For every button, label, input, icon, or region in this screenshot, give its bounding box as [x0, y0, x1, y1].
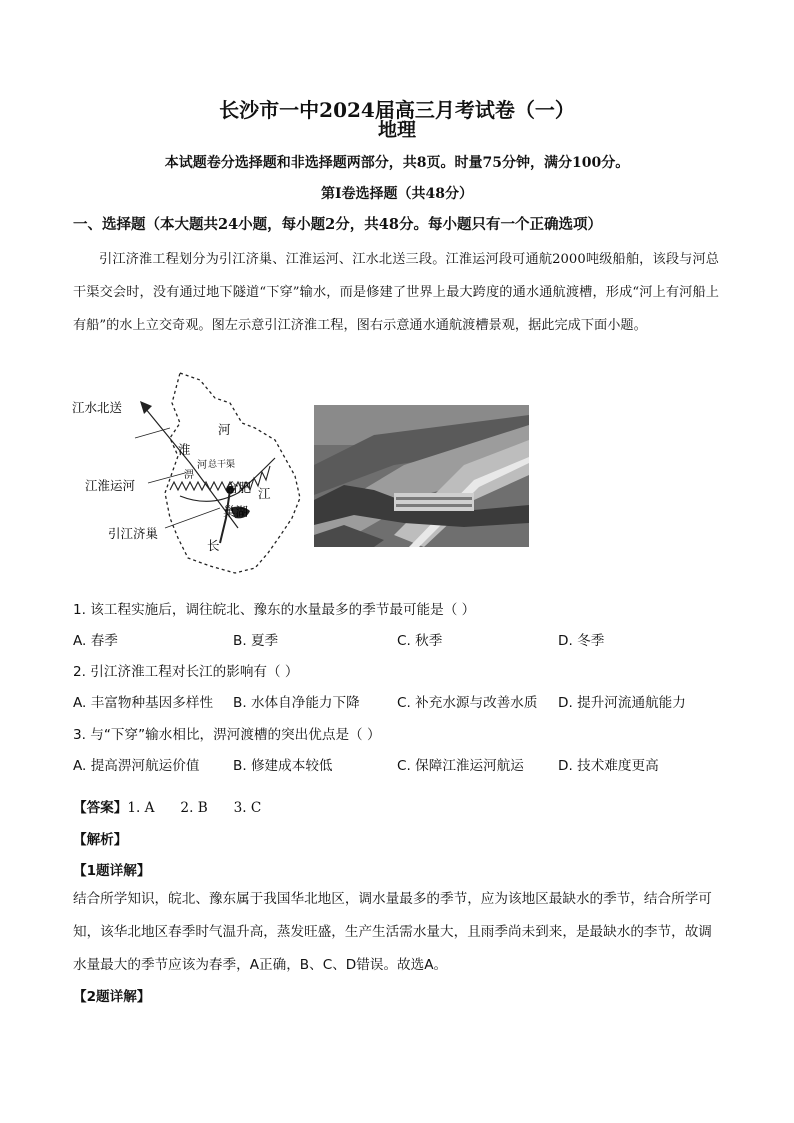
label-chao: 引江济巢 [108, 526, 159, 541]
part-heading: 第Ⅰ卷选择题（共48分） [320, 186, 474, 202]
q3-option-b[interactable]: B. 修建成本较低 [233, 758, 333, 774]
answer-2: 2. B [180, 800, 208, 816]
q1-option-d[interactable]: D. 冬季 [558, 633, 605, 649]
label-pi: 淠 [184, 470, 194, 481]
label-chaohu: 巢湖 [223, 504, 249, 519]
section-heading: 一、选择题（本大题共24小题，每小题2分，共48分。每小题只有一个正确选项） [73, 216, 602, 233]
question-3-stem: 3. 与“下穿”输水相比，淠河渡槽的突出优点是（ ） [73, 727, 381, 743]
question-1-stem: 1. 该工程实施后，调往皖北、豫东的水量最多的季节最可能是（ ） [73, 602, 476, 618]
q1-option-c[interactable]: C. 秋季 [397, 633, 443, 649]
exam-info: 本试题卷分选择题和非选择题两部分，共8页。时量75分钟，满分100分。 [164, 155, 630, 171]
label-north: 江水北送 [72, 400, 123, 415]
label-canal: 江淮运河 [85, 478, 136, 493]
q1-detail-text: 结合所学知识，皖北、豫东属于我国华北地区，调水量最多的季节，应为该地区最缺水的季节，结合所学可知，该华北地区春季时气温升高，蒸发旺盛，生产生活需水量大，且雨季尚未到来，是最缺水的李节，故调水量最大的季节应该为春季，A正确，B、C、D错误。故选A。 [73, 891, 712, 973]
q2-detail-label: 【2题详解】 [73, 989, 151, 1005]
label-he: 河 [218, 422, 231, 437]
reading-passage [73, 243, 719, 342]
answer-line [73, 796, 261, 816]
q3-option-c[interactable]: C. 保障江淮运河航运 [397, 758, 524, 774]
label-jiang: 江 [258, 486, 271, 501]
analysis-label: 【解析】 [73, 832, 128, 848]
label-huai: 淮 [178, 442, 191, 457]
passage-text: 引江济淮工程划分为引江济巢、江淮运河、江水北送三段。江淮运河段可通航2000吨级船舶，该段与河总干渠交会时，没有通过地下隧道“下穿”输水，而是修建了世界上最大跨度的通水通航渡槽，形成“河上有河船上有船”的水上立交奇观。图左示意引江济淮工程，图右示意通水通航渡槽景观，据此完成下面小题。 [73, 252, 719, 333]
q1-option-b[interactable]: B. 夏季 [233, 633, 279, 649]
exam-title: 长沙市一中2024届高三月考试卷（一） [219, 98, 575, 122]
q1-detail-label: 【1题详解】 [73, 863, 151, 879]
q1-option-a[interactable]: A. 春季 [73, 633, 118, 649]
q3-option-d[interactable]: D. 技术难度更高 [558, 758, 659, 774]
answer-tag: 【答案】 [73, 800, 128, 816]
label-hefei: 合肥 [226, 480, 252, 495]
label-zonggan: 总干渠 [208, 460, 236, 470]
q2-option-d[interactable]: D. 提升河流通航能力 [558, 695, 686, 711]
aqueduct-photo [314, 405, 529, 547]
q2-option-a[interactable]: A. 丰富物种基因多样性 [73, 695, 214, 711]
question-2-stem: 2. 引江济淮工程对长江的影响有（ ） [73, 664, 299, 680]
answer-1: 1. A [127, 800, 155, 816]
label-pihe: 河 [197, 460, 207, 471]
label-chang: 长 [207, 538, 220, 553]
answer-3: 3. C [233, 800, 262, 816]
label-leader-chao [165, 508, 220, 528]
q2-option-c[interactable]: C. 补充水源与改善水质 [397, 695, 538, 711]
north-arrow-head [140, 401, 152, 414]
subject-title: 地理 [377, 119, 416, 141]
q2-option-b[interactable]: B. 水体自净能力下降 [233, 695, 360, 711]
q3-option-a[interactable]: A. 提高淠河航运价值 [73, 758, 200, 774]
label-leader-canal [148, 473, 185, 483]
project-map [70, 368, 310, 578]
